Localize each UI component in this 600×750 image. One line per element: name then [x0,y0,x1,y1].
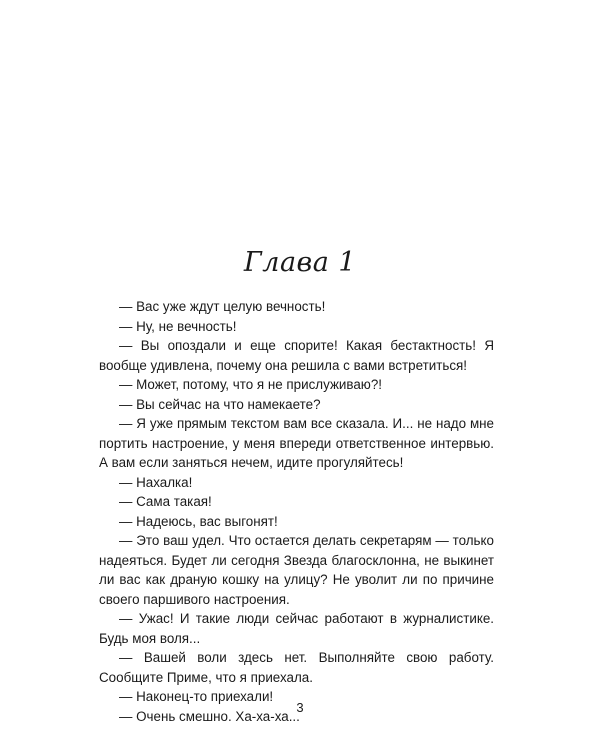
paragraph: — Ужас! И такие люди сейчас работают в журналистике. Будь моя воля... [99,611,494,646]
paragraph: — Вы сейчас на что намекаете? [119,396,321,412]
paragraph: — Надеюсь, вас выгонят! [119,513,278,529]
chapter-title: Глава 1 [243,247,357,278]
paragraph: — Я уже прямым текстом вам все сказала. И... не надо мне портить настроение, у меня впереди ответственное интервью. А вам если заняться нечем, идите прогуляйтесь! [99,416,494,470]
paragraph: — Вашей воли здесь нет. Выполняйте свою работу. Сообщите Приме, что я приехала. [99,650,494,685]
paragraph: — Наконец-то приехали! [119,689,274,704]
paragraph: — Очень смешно. Ха-ха-ха... [119,708,300,724]
paragraph: — Это ваш удел. Что остается делать секретарям — только надеяться. Будет ли сегодня Звезда благосклонна, не выкинет ли вас как драную кошку на улицу? Не уволит ли по причине своего паршивого настроения. [99,533,494,607]
paragraph: — Вас уже ждут целую вечность! [119,299,326,314]
paragraph: — Ну, не вечность! [119,318,237,334]
page-number: 3 [296,700,304,715]
paragraph: — Нахалка! [119,474,193,490]
paragraph: — Вы опоздали и еще спорите! Какая бестактность! Я вообще удивлена, почему она решила с вами встретиться! [99,338,494,373]
paragraph: — Может, потому, что я не прислуживаю?! [119,377,382,392]
body-text [99,297,494,726]
paragraph: — Сама такая! [119,494,212,509]
